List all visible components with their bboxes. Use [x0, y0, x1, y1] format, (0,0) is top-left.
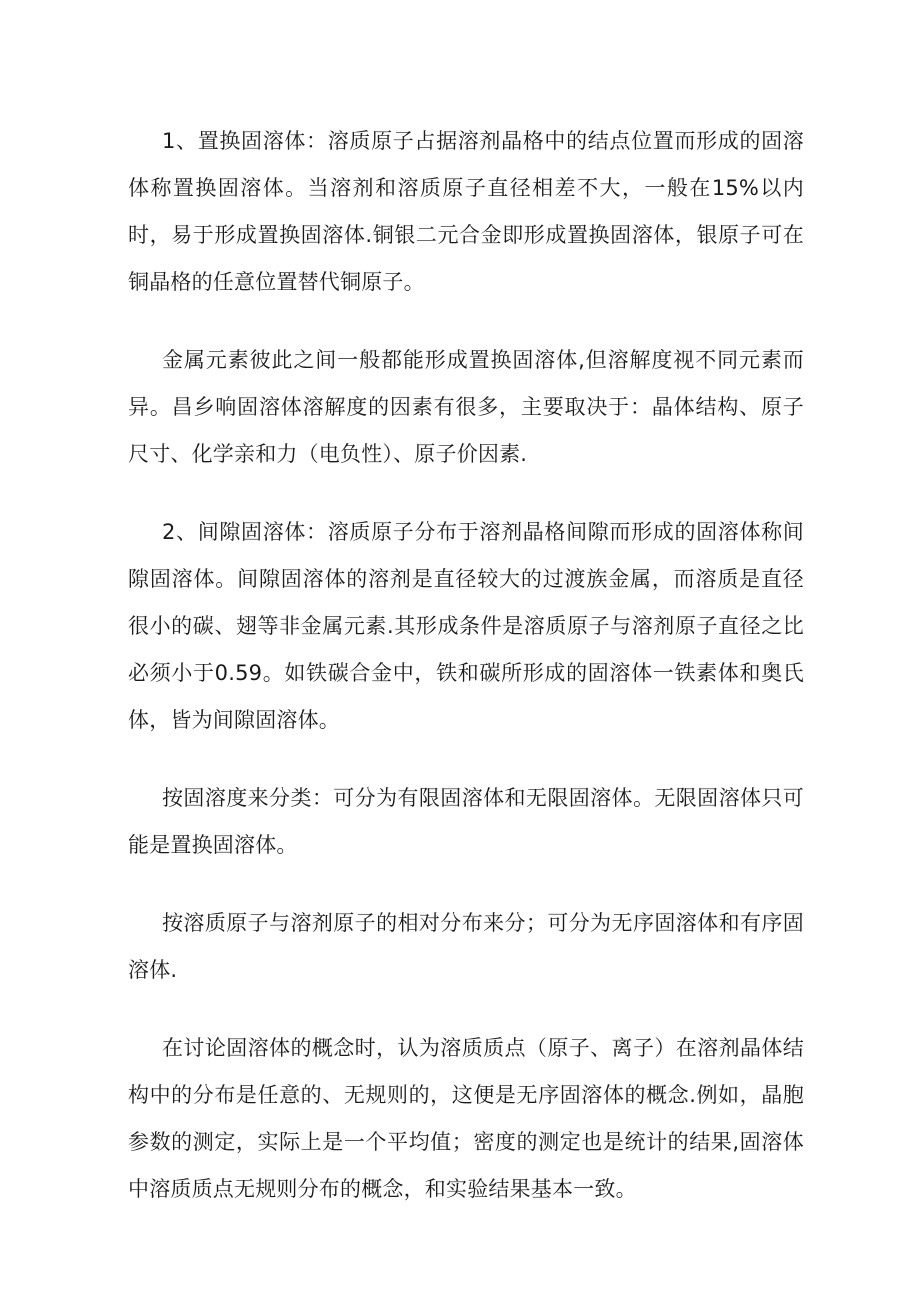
- paragraph-classification-by-solubility: 按固溶度来分类：可分为有限固溶体和无限固溶体。无限固溶体只可能是置换固溶体。: [128, 786, 804, 857]
- paragraph-solubility-factors: 金属元素彼此之间一般都能形成置换固溶体,但溶解度视不同元素而异。昌乡响固溶体溶解度的因素有很多，主要取决于：晶体结构、原子尺寸、化学亲和力（电负性）、原子价因素.: [128, 348, 804, 466]
- paragraph-disordered-solid-solution: 在讨论固溶体的概念时，认为溶质质点（原子、离子）在溶剂晶体结构中的分布是任意的、无规则的，这便是无序固溶体的概念.例如，晶胞参数的测定，实际上是一个平均值；密度的测定也是统计的结果,固溶体中溶质质点无规则分布的概念，和实验结果基本一致。: [128, 1036, 804, 1201]
- document-body: [128, 118, 804, 1244]
- paragraph-classification-by-distribution: 按溶质原子与溶剂原子的相对分布来分；可分为无序固溶体和有序固溶体.: [128, 911, 804, 982]
- paragraph-substitutional-solid-solution: 1、置换固溶体：溶质原子占据溶剂晶格中的结点位置而形成的固溶体称置换固溶体。当溶剂和溶质原子直径相差不大，一般在15%以内时，易于形成置换固溶体.铜银二元合金即形成置换固溶体，银原子可在铜晶格的任意位置替代铜原子。: [128, 129, 804, 294]
- paragraph-interstitial-solid-solution: 2、间隙固溶体：溶质原子分布于溶剂晶格间隙而形成的固溶体称间隙固溶体。间隙固溶体的溶剂是直径较大的过渡族金属，而溶质是直径很小的碳、翅等非金属元素.其形成条件是溶质原子与溶剂原子直径之比必须小于0.59。如铁碳合金中，铁和碳所形成的固溶体一铁素体和奥氏体，皆为间隙固溶体。: [128, 520, 804, 732]
